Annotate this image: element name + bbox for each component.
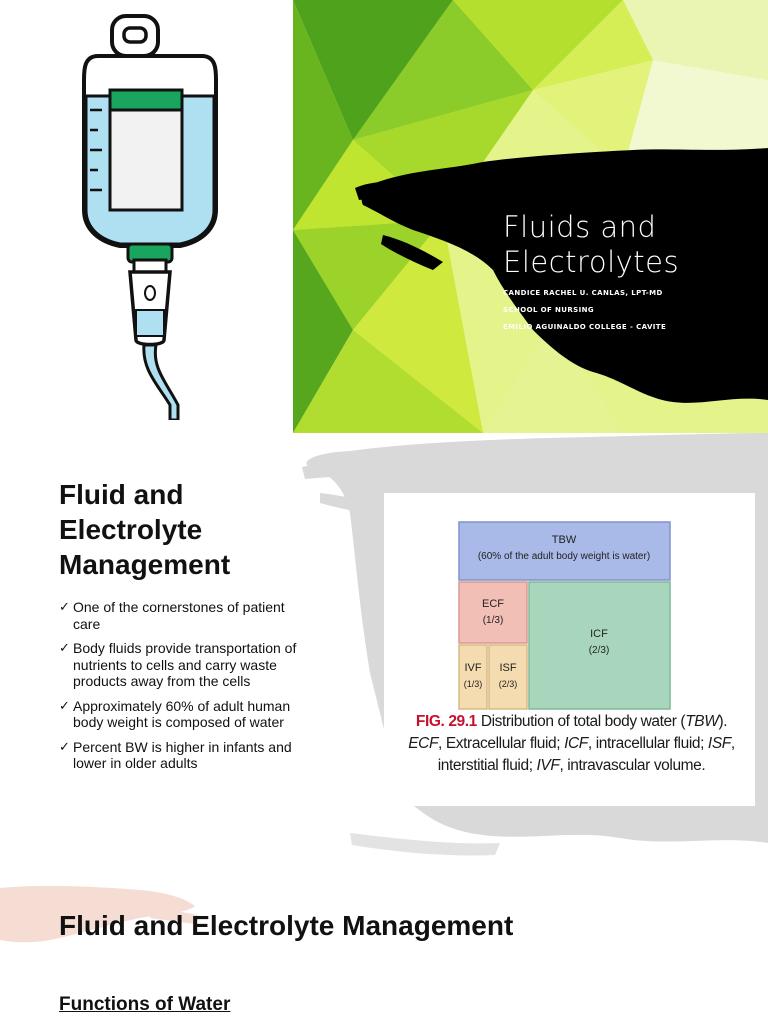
icf-label: ICF bbox=[590, 628, 608, 640]
bullet-text: Body fluids provide transportation of nutrients to cells and carry waste products away from the cells bbox=[73, 640, 297, 689]
isf-block bbox=[489, 645, 527, 709]
list-item bbox=[59, 640, 299, 690]
ecf-fraction: (1/3) bbox=[482, 615, 504, 626]
college-name: EMILIO AGUINALDO COLLEGE - CAVITE bbox=[503, 323, 667, 331]
check-icon: ✓ bbox=[59, 640, 70, 655]
check-icon: ✓ bbox=[59, 738, 70, 754]
title-slide bbox=[0, 0, 768, 433]
caption-abbr: ICF bbox=[564, 735, 588, 752]
section-heading: Functions of Water bbox=[59, 994, 231, 1015]
caption-abbr: ECF bbox=[408, 735, 439, 752]
tbw-label: TBW bbox=[551, 534, 577, 546]
caption-abbr: IVF bbox=[536, 757, 560, 774]
bullet-text: Approximately 60% of adult human body weight is composed of water bbox=[73, 697, 291, 730]
ivf-block bbox=[459, 645, 487, 709]
caption-abbr: TBW bbox=[685, 713, 719, 730]
functions-slide bbox=[0, 866, 768, 1024]
tbw-note: (60% of the adult body weight is water) bbox=[477, 551, 651, 562]
figure-number: FIG. 29.1 bbox=[415, 713, 477, 730]
figure-caption bbox=[404, 711, 739, 777]
slide-title bbox=[59, 477, 319, 582]
list-item bbox=[59, 698, 299, 731]
bullet-text: One of the cornerstones of patient care bbox=[73, 599, 285, 632]
bullet-text: Percent BW is higher in infants and lower in older adults bbox=[73, 738, 292, 771]
school-name: SCHOOL OF NURSING bbox=[503, 306, 594, 314]
author-name: CANDICE RACHEL U. CANLAS, LPT-MD bbox=[503, 289, 663, 297]
check-icon: ✓ bbox=[59, 599, 70, 614]
caption-text: , intracellular fluid; bbox=[587, 735, 708, 752]
check-icon: ✓ bbox=[59, 697, 70, 713]
body-water-diagram bbox=[458, 521, 672, 711]
caption-text: , Extracellular fluid; bbox=[438, 735, 565, 752]
caption-text: , interstitial fluid; bbox=[437, 735, 735, 774]
body-water-figure bbox=[384, 493, 755, 806]
iv-bag-icon bbox=[60, 10, 240, 420]
ivf-fraction: (1/3) bbox=[463, 679, 483, 689]
list-item bbox=[59, 599, 299, 632]
isf-fraction: (2/3) bbox=[498, 679, 518, 689]
fluid-management-slide bbox=[0, 433, 768, 866]
title-line-3: Management bbox=[59, 549, 231, 580]
ivf-label: IVF bbox=[464, 662, 482, 674]
bullet-list bbox=[59, 599, 299, 780]
caption-text: Distribution of total body water ( bbox=[480, 713, 686, 730]
caption-text: , intravascular volume. bbox=[559, 757, 706, 774]
list-item bbox=[59, 739, 299, 772]
title-line-1: Fluid and bbox=[59, 479, 184, 510]
title-line-2: Electrolyte bbox=[59, 514, 203, 545]
ecf-block bbox=[459, 582, 527, 643]
icf-fraction: (2/3) bbox=[588, 645, 610, 656]
title-line-1: Fluids and bbox=[503, 210, 657, 244]
slide-title: Fluid and Electrolyte Management bbox=[59, 910, 514, 941]
title-line-2: Electrolytes bbox=[503, 245, 680, 279]
ecf-label: ECF bbox=[482, 598, 504, 610]
isf-label: ISF bbox=[499, 662, 517, 674]
caption-abbr: ISF bbox=[707, 735, 731, 752]
caption-text: ). bbox=[718, 713, 728, 730]
title-block bbox=[503, 210, 679, 331]
